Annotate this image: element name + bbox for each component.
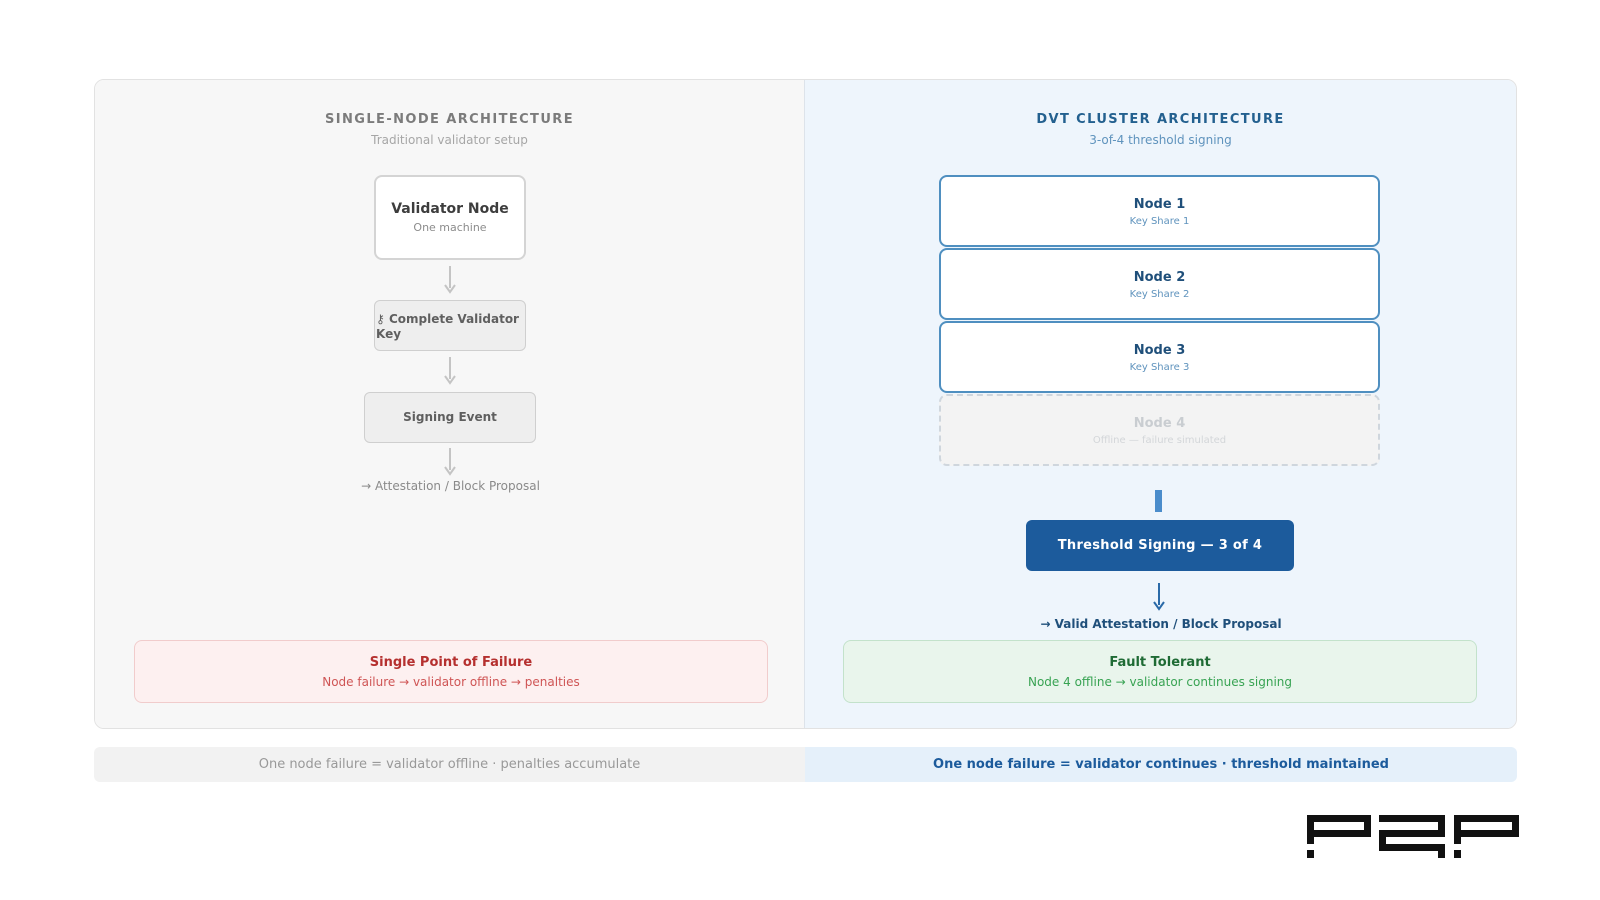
node-3-box [939, 321, 1380, 393]
node-status: Offline — failure simulated [1092, 435, 1227, 446]
comparison-frame [94, 79, 1517, 729]
signing-event-box: Signing Event [364, 392, 536, 443]
attestation-result: → Attestation / Block Proposal [361, 479, 540, 493]
dvt-cluster-panel [805, 80, 1516, 728]
single-node-panel [95, 80, 805, 728]
summary-dvt: One node failure = validator continues · threshold maintained [805, 747, 1517, 782]
single-point-of-failure-callout [134, 640, 768, 703]
summary-strip [94, 747, 1517, 782]
validator-node-title: Validator Node [391, 201, 509, 217]
arrow-down-icon [1153, 583, 1165, 611]
p2p-logo [1307, 815, 1519, 858]
valid-attestation-result: → Valid Attestation / Block Proposal [1040, 617, 1282, 631]
fault-tolerant-title: Fault Tolerant [1109, 655, 1211, 670]
fault-tolerant-subtitle: Node 4 offline → validator continues signing [1027, 675, 1293, 689]
dvt-cluster-subtitle: 3-of-4 threshold signing [1089, 133, 1232, 147]
arrow-down-icon [444, 448, 456, 476]
node-key-share: Key Share 2 [1129, 289, 1190, 300]
key-icon: ⚷ [376, 312, 385, 326]
summary-single-node: One node failure = validator offline · penalties accumulate [94, 747, 805, 782]
node-key-share: Key Share 3 [1129, 362, 1190, 373]
complete-validator-key-box [374, 300, 526, 351]
node-2-box [939, 248, 1380, 320]
connector-bar [1155, 490, 1162, 512]
complete-validator-key-label: Complete Validator Key [376, 312, 519, 341]
node-title: Node 2 [1133, 270, 1186, 285]
arrow-down-icon [444, 357, 456, 385]
node-title: Node 1 [1133, 197, 1186, 212]
threshold-signing-box: Threshold Signing — 3 of 4 [1026, 520, 1294, 571]
node-title: Node 3 [1133, 343, 1186, 358]
validator-node-subtitle: One machine [413, 221, 487, 234]
dvt-cluster-title: DVT CLUSTER ARCHITECTURE [1036, 112, 1285, 127]
single-node-title: SINGLE-NODE ARCHITECTURE [325, 112, 574, 127]
node-1-box [939, 175, 1380, 247]
spof-title: Single Point of Failure [369, 655, 533, 670]
node-key-share: Key Share 1 [1129, 216, 1190, 227]
spof-subtitle: Node failure → validator offline → penalties [322, 675, 580, 689]
single-node-subtitle: Traditional validator setup [371, 133, 528, 147]
fault-tolerant-callout [843, 640, 1477, 703]
node-title: Node 4 [1133, 416, 1186, 431]
node-4-offline-box [939, 394, 1380, 466]
arrow-down-icon [444, 266, 456, 294]
validator-node-box [374, 175, 526, 260]
